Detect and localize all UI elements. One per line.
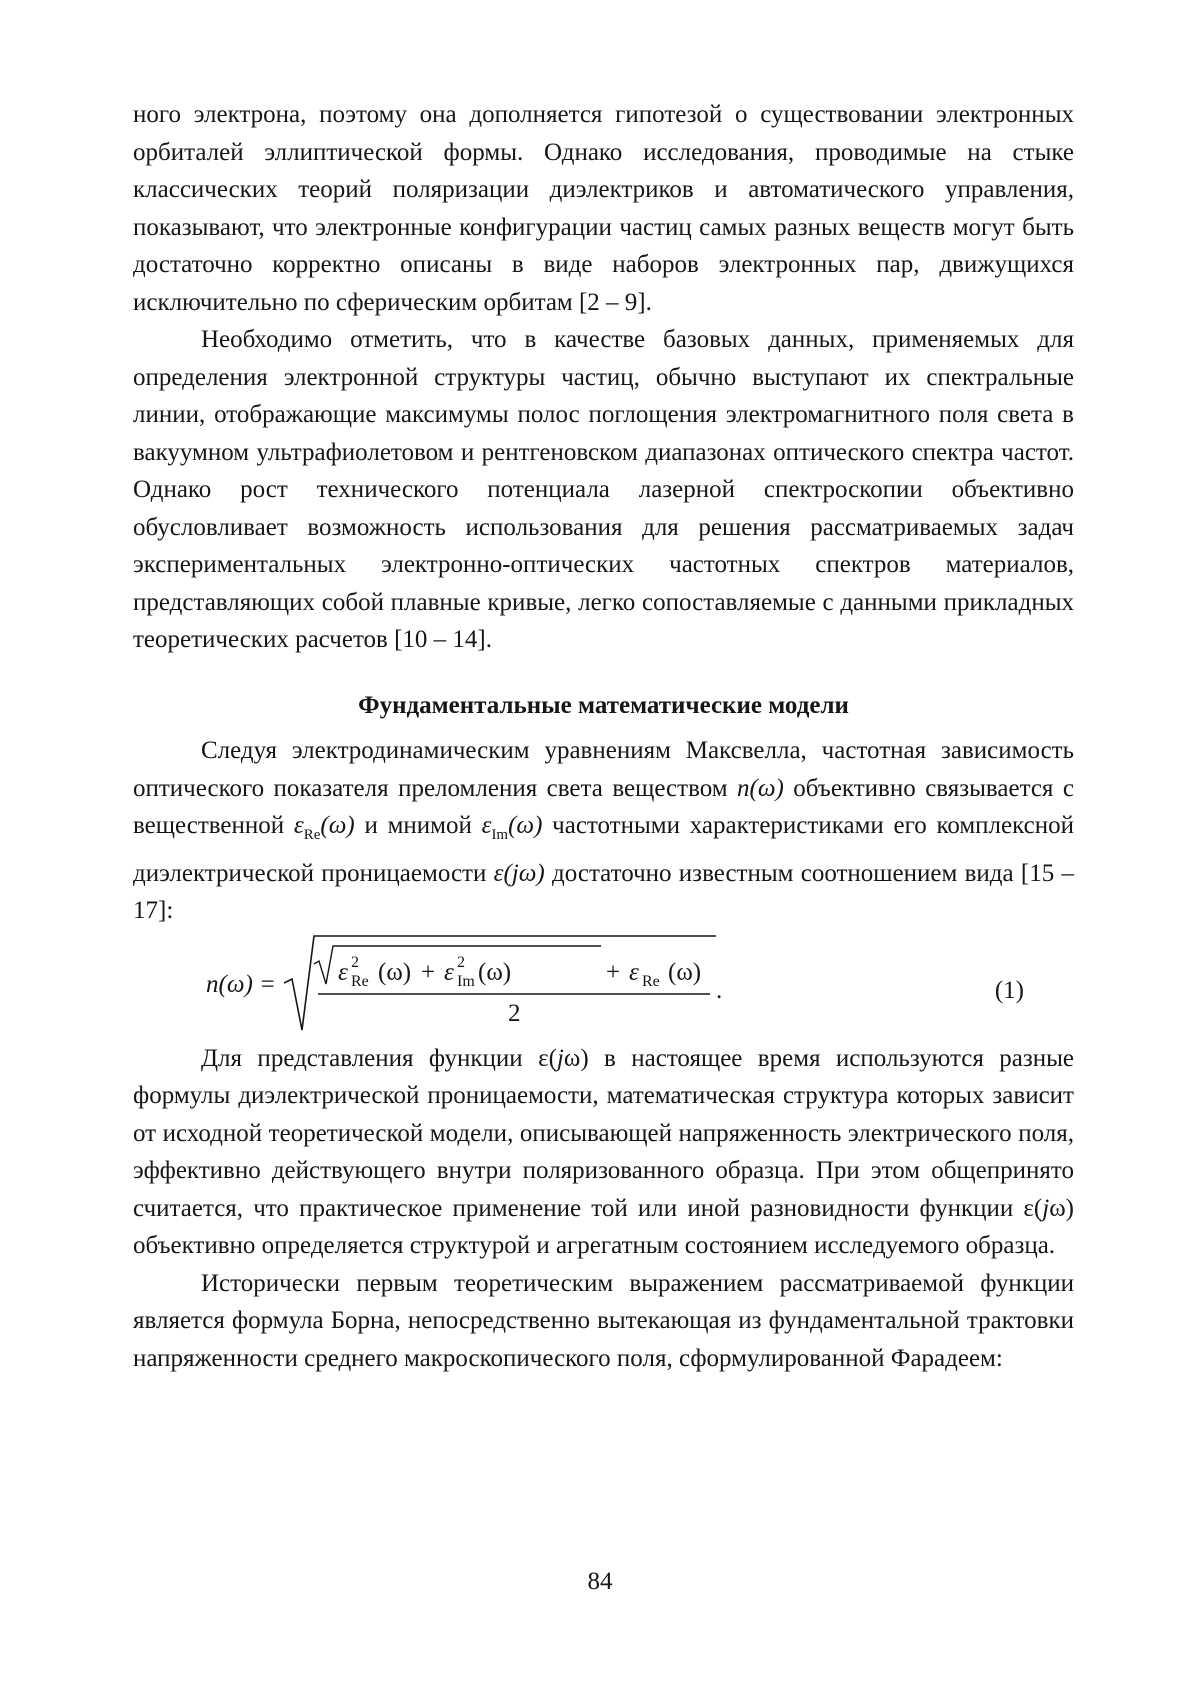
p3-math-eps-im: $\varepsilon_{Im}(\omega)$ [481, 812, 543, 843]
p3-text-3: и мнимой [354, 812, 482, 839]
page-number: 84 [587, 1568, 613, 1595]
p3-text-5: достаточно известным соотношением вида [15 – 17]: [133, 859, 1074, 924]
section-heading: Фундаментальные математические модели [358, 691, 849, 719]
eq-sq-1: 2 [351, 953, 359, 971]
eq-im-1: Im [457, 972, 475, 990]
p3-text-2: объективно связывается с вещественной [133, 774, 1074, 839]
equation-1 [133, 932, 1074, 1040]
equation-number: (1) [994, 976, 1024, 1004]
eq-omega-3: (ω) [668, 958, 702, 986]
eq-eps-2: ε [444, 958, 454, 986]
eq-eps-1: ε [338, 958, 348, 986]
eq-re-2: Re [642, 972, 660, 990]
eq-omega-1: (ω) [378, 958, 412, 986]
page-body [133, 96, 1074, 1377]
paragraph-4: Для представления функции ε(jω) в настоящее время используются разные формулы диэлектрической проницаемости, математическая структура которых зависит от исходной теоретической модели, описывающей напряженность электрического поля, эффективно действующего внутри поляризованного образца. При этом общепринято считается, что практическое применение той или иной разновидности функции ε(jω) объективно определяется структурой и агрегатным состоянием исследуемого образца. [133, 1044, 1074, 1259]
eq-re-1: Re [351, 972, 369, 990]
eq-eps-3: ε [629, 958, 639, 986]
p3-math-eps-re: $\varepsilon_{Re}(\omega)$ [293, 812, 355, 843]
eq-period: . [716, 976, 723, 1004]
p3-text-4: частотными характеристиками его комплексной диэлектрической проницаемости [133, 812, 1075, 887]
p3-text-1: Следуя электродинамическим уравнениям Максвелла, частотная зависимость оптического показателя преломления света веществом [133, 737, 1074, 802]
equation-formula [206, 934, 766, 1038]
paragraph-3 [133, 732, 1074, 930]
eq-lhs: n(ω) = [206, 970, 276, 998]
paragraph-5: Исторически первым теоретическим выражением рассматриваемой функции является формула Борна, непосредственно вытекающая из фундаментальной трактовки напряженности среднего макроскопического поля, сформулированной Фарадеем: [133, 1269, 1074, 1372]
paragraph-1: ного электрона, поэтому она дополняется гипотезой о существовании электронных орбиталей эллиптической формы. Однако исследования, проводимые на стыке классических теорий поляризации диэлектриков и автоматического управления, показывают, что электронные конфигурации частиц самых разных веществ могут быть достаточно корректно описаны в виде наборов электронных пар, движущихся исключительно по сферическим орбитам [2 – 9]. [133, 101, 1074, 316]
eq-denominator: 2 [508, 999, 521, 1027]
paragraph-2: Необходимо отметить, что в качестве базовых данных, применяемых для определения электронной структуры частиц, обычно выступают их спектральные линии, отображающие максимумы полос поглощения электромагнитного поля света в вакуумном ультрафиолетовом и рентгеновском диапазонах оптического спектра частот. Однако рост технического потенциала лазерной спектроскопии объективно обусловливает возможность использования для решения рассматриваемых задач экспериментальных электронно-оптических частотных спектров материалов, представляющих собой плавные кривые, легко сопоставляемые с данными прикладных теоретических расчетов [10 – 14]. [133, 326, 1074, 653]
eq-sq-2: 2 [457, 953, 465, 971]
p3-math-n-omega: n(ω) [737, 774, 784, 802]
eq-plus-1: + [421, 958, 436, 986]
p3-math-eps-jomega: ε(jω) [493, 859, 545, 887]
eq-omega-2: (ω) [478, 958, 512, 986]
eq-plus-2: + [606, 958, 621, 986]
